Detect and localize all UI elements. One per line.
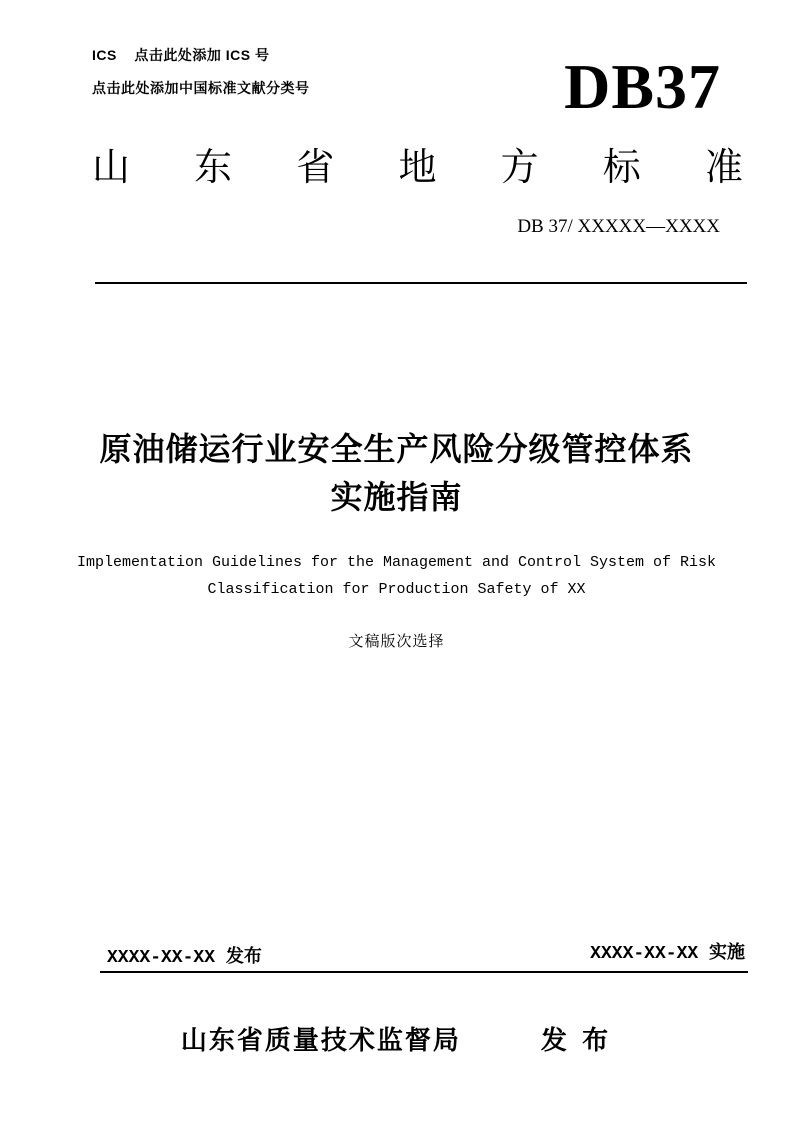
header-divider-line	[95, 282, 747, 284]
classification-number-placeholder[interactable]: 点击此处添加中国标准文献分类号	[92, 80, 310, 96]
publish-label: 发 布	[540, 1025, 613, 1055]
publisher-row	[0, 1020, 793, 1057]
publisher-name: 山东省质量技术监督局	[180, 1025, 461, 1055]
footer-divider-line	[100, 971, 748, 973]
english-subtitle-line1: Implementation Guidelines for the Management and Control System of Risk	[76, 554, 717, 571]
standard-name: 山 东 省 地 方 标 准	[92, 147, 743, 189]
ics-number-placeholder[interactable]: ICS 点击此处添加 ICS 号	[92, 47, 270, 63]
document-title	[0, 425, 793, 521]
document-title-line2: 实施指南	[330, 479, 463, 515]
db37-logo: DB37	[564, 51, 721, 122]
draft-version-placeholder[interactable]: 文稿版次选择	[348, 634, 445, 650]
release-date: XXXX-XX-XX 发布	[107, 948, 262, 968]
english-subtitle	[0, 549, 793, 603]
implement-date: XXXX-XX-XX 实施	[590, 944, 745, 964]
document-title-line1: 原油储运行业安全生产风险分级管控体系	[99, 431, 694, 467]
english-subtitle-line2: Classification for Production Safety of XX	[207, 581, 586, 598]
document-number: DB 37/ XXXXX—XXXX	[517, 216, 720, 237]
